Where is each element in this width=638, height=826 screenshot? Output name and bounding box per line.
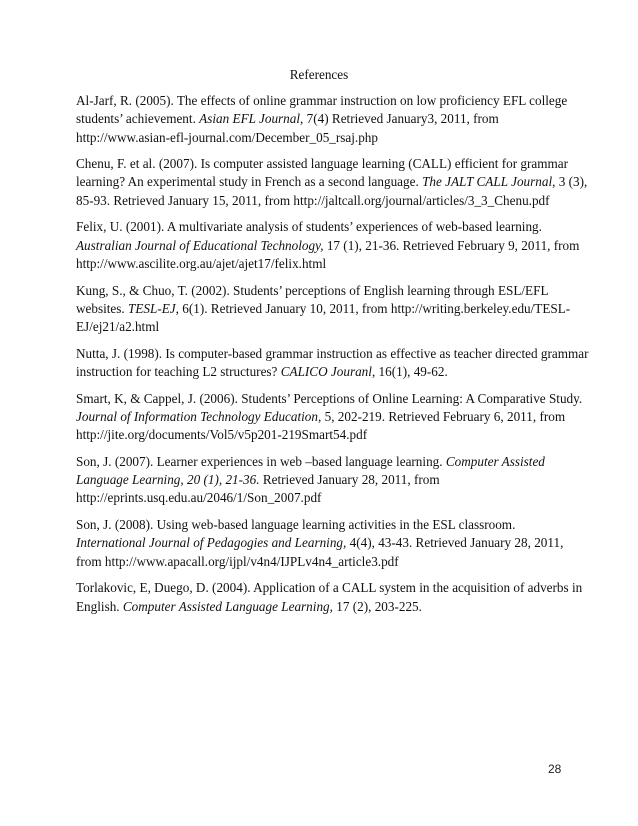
reference-line — [76, 408, 568, 426]
reference-text: EJ/ej21/a2.html — [76, 319, 160, 335]
reference-text: learning? An experimental study in French as a second language. — [76, 174, 423, 190]
reference-line — [76, 318, 568, 336]
reference-italic-text: The JALT CALL Journal — [422, 174, 553, 190]
reference-entry — [76, 345, 589, 382]
reference-text: Felix, U. (2001). A multivariate analysis of students’ experiences of web-based learning. — [76, 219, 542, 235]
reference-entry — [76, 155, 588, 210]
reference-line — [76, 92, 568, 110]
reference-italic-text: Computer Assisted — [445, 453, 545, 469]
reference-entry — [76, 516, 568, 571]
reference-text: Nutta, J. (1998). Is computer-based grammar instruction as effective as teacher directed grammar — [76, 345, 589, 361]
reference-text: Retrieved January 28, 2011, from — [259, 472, 440, 488]
reference-entry — [76, 218, 580, 273]
reference-line — [76, 598, 568, 616]
reference-text: http://eprints.usq.edu.au/2046/1/Son_2007.pdf — [76, 490, 322, 506]
reference-line — [76, 453, 568, 471]
reference-text: Torlakovic, E, Duego, D. (2004). Application of a CALL system in the acquisition of adverbs in — [76, 580, 583, 596]
reference-text: students’ achievement. — [76, 111, 200, 127]
reference-entry — [76, 390, 583, 445]
reference-text: from http://www.apacall.org/ijpl/v4n4/IJPLv4n4_article3.pdf — [76, 553, 399, 569]
reference-line — [76, 516, 568, 534]
reference-text: http://www.asian-efl-journal.com/December_05_rsaj.php — [76, 129, 378, 145]
reference-entry — [76, 579, 583, 616]
reference-line — [76, 129, 568, 147]
reference-text: 4(4), 43-43. Retrieved January 28, 2011, — [346, 535, 564, 551]
reference-line — [76, 390, 583, 408]
reference-line — [76, 155, 568, 173]
reference-text: Son, J. (2008). Using web-based language learning activities in the ESL classroom. — [76, 517, 516, 533]
reference-italic-text: Asian EFL Journal — [199, 111, 301, 127]
reference-italic-text: Journal of Information Technology Education, — [76, 408, 322, 424]
reference-line — [76, 173, 588, 191]
reference-text: Al-Jarf, R. (2005). The effects of online grammar instruction on low proficiency EFL college — [76, 93, 568, 108]
reference-text: , 7(4) Retrieved January3, 2011, from — [300, 111, 499, 127]
references-heading: References — [289, 67, 349, 82]
reference-line — [76, 489, 568, 507]
reference-line — [76, 300, 571, 318]
reference-line — [76, 237, 580, 255]
reference-line — [76, 363, 568, 381]
reference-italic-text: CALICO Jouranl — [280, 364, 372, 380]
reference-text: , 16(1), 49-62. — [371, 364, 448, 380]
reference-text: , 6(1). Retrieved January 10, 2011, from http://writing.berkeley.edu/TESL- — [175, 300, 571, 316]
reference-text: websites. — [76, 300, 129, 316]
reference-text: Son, J. (2007). Learner experiences in web –based language learning. — [76, 453, 446, 469]
reference-line — [76, 192, 568, 210]
reference-text: http://jite.org/documents/Vol5/v5p201-219Smart54.pdf — [76, 427, 368, 443]
reference-line — [76, 426, 568, 444]
reference-text: 17 (2), 203-225. — [332, 598, 422, 614]
reference-list — [76, 92, 589, 624]
reference-text: instruction for teaching L2 structures? — [76, 364, 281, 380]
reference-text: 17 (1), 21-36. Retrieved February 9, 2011, from — [323, 237, 580, 253]
reference-text: 5, 202-219. Retrieved February 6, 2011, from — [321, 408, 566, 424]
reference-text: 85-93. Retrieved January 15, 2011, from http://jaltcall.org/journal/articles/3_3_Chenu.pdf — [76, 192, 550, 208]
reference-text: English. — [76, 598, 123, 614]
reference-text: , 3 (3), — [552, 174, 588, 190]
reference-line — [76, 255, 568, 273]
reference-line — [76, 553, 568, 571]
reference-line — [76, 345, 589, 363]
reference-line — [76, 282, 568, 300]
reference-italic-text: International Journal of Pedagogies and Learning, — [76, 535, 347, 551]
reference-text: Smart, K, & Cappel, J. (2006). Students’ Perceptions of Online Learning: A Comparative Study. — [76, 390, 583, 406]
reference-italic-text: Computer Assisted Language Learning, — [122, 598, 333, 614]
reference-text: Kung, S., & Chuo, T. (2002). Students’ perceptions of English learning through ESL/EFL — [76, 282, 549, 298]
reference-line — [76, 579, 583, 597]
reference-text: http://www.ascilite.org.au/ajet/ajet17/felix.html — [76, 255, 327, 271]
reference-italic-text: Australian Journal of Educational Technology, — [76, 237, 324, 253]
reference-entry — [76, 282, 571, 337]
page-number: 28 — [548, 762, 562, 776]
reference-line — [76, 218, 568, 236]
reference-entry — [76, 92, 568, 147]
reference-entry — [76, 453, 568, 508]
reference-text: Chenu, F. et al. (2007). Is computer assisted language learning (CALL) efficient for grammar — [76, 156, 568, 172]
reference-line — [76, 534, 568, 552]
reference-italic-text: TESL-EJ — [128, 300, 176, 316]
reference-line — [76, 110, 568, 128]
reference-italic-text: Language Learning, 20 (1), 21-36. — [76, 472, 260, 488]
reference-line — [76, 471, 568, 489]
